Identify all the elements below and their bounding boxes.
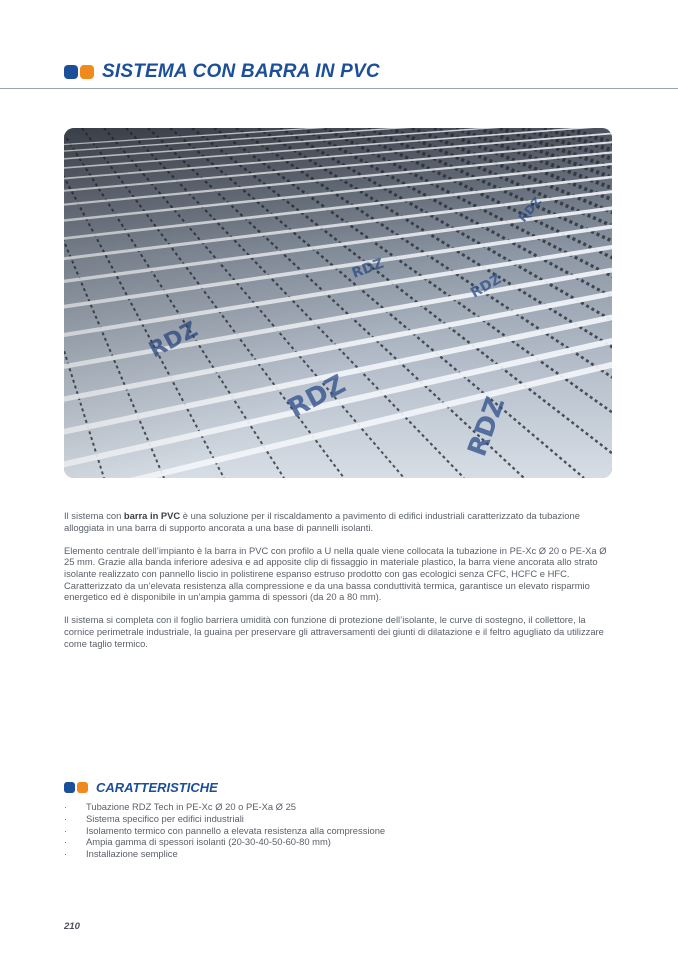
description-text bbox=[64, 510, 616, 661]
page-number: 210 bbox=[64, 921, 80, 932]
header-divider bbox=[0, 88, 678, 89]
features-list-item: · Ampia gamma di spessori isolanti (20-30-40-50-60-80 mm) bbox=[64, 836, 331, 848]
features-list-item: · Isolamento termico con pannello a elevata resistenza alla compressione bbox=[64, 824, 386, 836]
features-title: CARATTERISTICHE bbox=[96, 779, 218, 795]
description-paragraph-1: Il sistema con barra in PVC è una soluzione per il riscaldamento a pavimento di edifici industriali caratterizzato da tubazione alloggiata in una barra di supporto ancorata a una base di pannelli isolanti. bbox=[64, 510, 580, 533]
features-list-item: · Sistema specifico per edifici industriali bbox=[64, 812, 244, 824]
features-list-item: · Installazione semplice bbox=[64, 848, 178, 860]
description-paragraph-2: Elemento centrale dell’impianto è la barra in PVC con profilo a U nella quale viene collocata la tubazione in PE-Xc Ø 20 o PE-Xa Ø 25 mm. Grazie alla banda inferiore adesiva e ad apposite clip di fissaggio in materiale plastico, la barra viene ancorata allo strato isolante realizzato con pannello liscio in polistirene espanso estruso prodotto con gas ecologici senza CFC, HCFC e HFC. Caratterizzato da un’elevata resistenza alla compressione e da una bassa conduttività termica, garantisce un elevato risparmio energetico ed è disponibile in un’ampia gamma di spessori (da 20 a 80 mm). bbox=[64, 544, 607, 603]
bullet-icon: · bbox=[64, 836, 68, 848]
floor-heating-illustration bbox=[64, 128, 612, 478]
features-header bbox=[64, 779, 218, 795]
brand-mark-orange-square bbox=[80, 65, 94, 79]
bullet-icon: · bbox=[64, 812, 68, 824]
features-list-item: · Tubazione RDZ Tech in PE-Xc Ø 20 o PE-Xa Ø 25 bbox=[64, 801, 296, 812]
brand-mark-blue-square bbox=[64, 65, 78, 79]
section-mark-blue-square bbox=[64, 782, 75, 793]
floor-heating-panels-photo bbox=[64, 128, 612, 478]
features-list bbox=[64, 801, 385, 860]
brand-mark-icon bbox=[64, 65, 94, 79]
bullet-icon: · bbox=[64, 824, 68, 836]
section-mark-orange-square bbox=[77, 782, 88, 793]
section-mark-icon bbox=[64, 782, 88, 793]
page-title: SISTEMA CON BARRA IN PVC bbox=[102, 61, 380, 82]
bullet-icon: · bbox=[64, 848, 68, 860]
page-header bbox=[64, 60, 380, 84]
highlight-barra-in-pvc: barra in PVC bbox=[123, 510, 181, 521]
description-paragraph-3: Il sistema si completa con il foglio barriera umidità con funzione di protezione dell’isolante, le curve di sostegno, il collettore, la cornice perimetrale industriale, la guaina per preservare gli attraversamenti dei giunti di dilatazione e il feltro agugliato da utilizzare come taglio termico. bbox=[64, 614, 604, 649]
bullet-icon: · bbox=[64, 801, 68, 812]
